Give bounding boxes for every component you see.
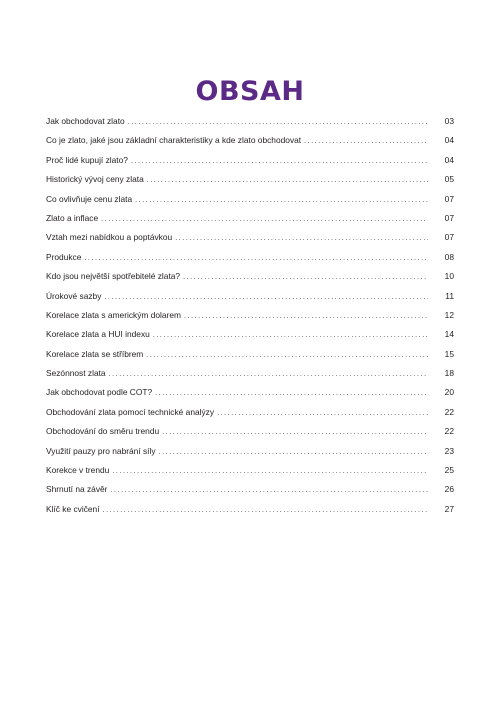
- toc-page-number: 07: [444, 212, 454, 223]
- toc-page-number: 03: [444, 116, 454, 126]
- toc-dot-leader: [84, 249, 428, 268]
- toc-dot-leader: [217, 404, 428, 423]
- toc-entry[interactable]: [46, 228, 454, 247]
- toc-entry[interactable]: [46, 248, 454, 267]
- toc-entry[interactable]: [46, 383, 454, 402]
- toc-entry[interactable]: [46, 287, 454, 306]
- toc-entry[interactable]: [46, 267, 454, 286]
- toc-entry[interactable]: [46, 325, 454, 344]
- toc-dot-leader: [304, 132, 428, 151]
- toc-entry[interactable]: [46, 306, 454, 325]
- toc-dot-leader: [110, 481, 428, 500]
- toc-dot-leader: [131, 152, 428, 171]
- toc-entry-title: Korelace zlata s americkým dolarem: [46, 309, 181, 320]
- toc-dot-leader: [101, 210, 428, 229]
- toc-page-number: 27: [444, 503, 454, 514]
- toc-entry-title: Sezónnost zlata: [46, 368, 106, 379]
- toc-page-number: 04: [444, 135, 454, 146]
- toc-page-number: 25: [444, 465, 454, 476]
- toc-dot-leader: [183, 268, 428, 287]
- toc-dot-leader: [175, 229, 428, 248]
- toc-page-number: 07: [444, 232, 454, 243]
- toc-entry[interactable]: [46, 422, 454, 441]
- toc-entry-title: Shrnutí na závěr: [46, 484, 108, 495]
- toc-page-number: 05: [444, 174, 454, 185]
- toc-dot-leader: [184, 307, 428, 326]
- toc-page-number: 23: [444, 445, 454, 456]
- toc-entry[interactable]: [46, 345, 454, 364]
- toc-page-number: 26: [444, 484, 454, 495]
- toc-entry-title: Úrokové sazby: [46, 290, 102, 301]
- toc-page-number: 12: [444, 309, 454, 320]
- toc-entry[interactable]: [46, 403, 454, 422]
- toc-entry[interactable]: [46, 170, 454, 189]
- toc-entry-title: Jak obchodovat podle COT?: [46, 387, 153, 398]
- toc-entry-title: Historický vývoj ceny zlata: [46, 174, 144, 185]
- toc-entry[interactable]: [46, 190, 454, 209]
- toc-entry[interactable]: [46, 151, 454, 170]
- toc-page-number: 15: [444, 348, 454, 359]
- toc-entry-title: Klíč ke cvičení: [46, 503, 100, 514]
- toc-page-number: 14: [444, 329, 454, 340]
- toc-dot-leader: [146, 346, 428, 365]
- toc-dot-leader: [147, 171, 428, 190]
- toc-dot-leader: [104, 288, 428, 307]
- toc-dot-leader: [109, 365, 428, 384]
- toc-page-number: 18: [444, 368, 454, 379]
- toc-entry[interactable]: [46, 209, 454, 228]
- toc-entry[interactable]: [46, 364, 454, 383]
- toc-entry-title: Využití pauzy pro nabrání síly: [46, 445, 156, 456]
- toc-entry-title: Proč lidé kupují zlato?: [46, 154, 128, 165]
- toc-entry-title: Kdo jsou největší spotřebitelé zlata?: [46, 271, 181, 282]
- toc-entry-title: Obchodování zlata pomocí technické analýzy: [46, 406, 215, 417]
- toc-entry-title: Korelace zlata se stříbrem: [46, 348, 144, 359]
- toc-dot-leader: [159, 443, 428, 462]
- toc-entry-title: Vztah mezi nabídkou a poptávkou: [46, 232, 173, 243]
- toc-dot-leader: [155, 384, 428, 403]
- toc-entry[interactable]: [46, 131, 454, 150]
- toc-page-number: 11: [445, 290, 454, 301]
- table-of-contents: [46, 112, 454, 519]
- toc-page-number: 10: [444, 271, 454, 282]
- toc-entry[interactable]: [46, 480, 454, 499]
- page-title: OBSAH: [195, 76, 305, 108]
- toc-dot-leader: [153, 326, 428, 345]
- toc-entry[interactable]: [46, 442, 454, 461]
- toc-entry-title: Produkce: [46, 251, 82, 262]
- toc-entry-title: Jak obchodovat zlato: [46, 116, 125, 126]
- toc-entry-title: Korelace zlata a HUI indexu: [46, 329, 150, 340]
- toc-entry[interactable]: [46, 461, 454, 480]
- toc-dot-leader: [112, 462, 428, 481]
- toc-entry-title: Zlato a inflace: [46, 212, 99, 223]
- toc-entry[interactable]: [46, 112, 454, 131]
- toc-entry[interactable]: [46, 500, 454, 519]
- toc-page-number: 22: [444, 426, 454, 437]
- toc-entry-title: Co je zlato, jaké jsou základní charakteristiky a kde zlato obchodovat: [46, 135, 302, 146]
- toc-entry-title: Co ovlivňuje cenu zlata: [46, 193, 133, 204]
- toc-page-number: 07: [444, 193, 454, 204]
- toc-page-number: 04: [444, 154, 454, 165]
- toc-dot-leader: [135, 191, 428, 210]
- toc-page-number: 20: [444, 387, 454, 398]
- toc-page-number: 22: [444, 406, 454, 417]
- toc-entry-title: Obchodování do směru trendu: [46, 426, 160, 437]
- toc-dot-leader: [162, 423, 428, 442]
- toc-dot-leader: [103, 501, 428, 520]
- toc-entry-title: Korekce v trendu: [46, 465, 110, 476]
- toc-dot-leader: [128, 113, 428, 132]
- toc-page-number: 08: [444, 251, 454, 262]
